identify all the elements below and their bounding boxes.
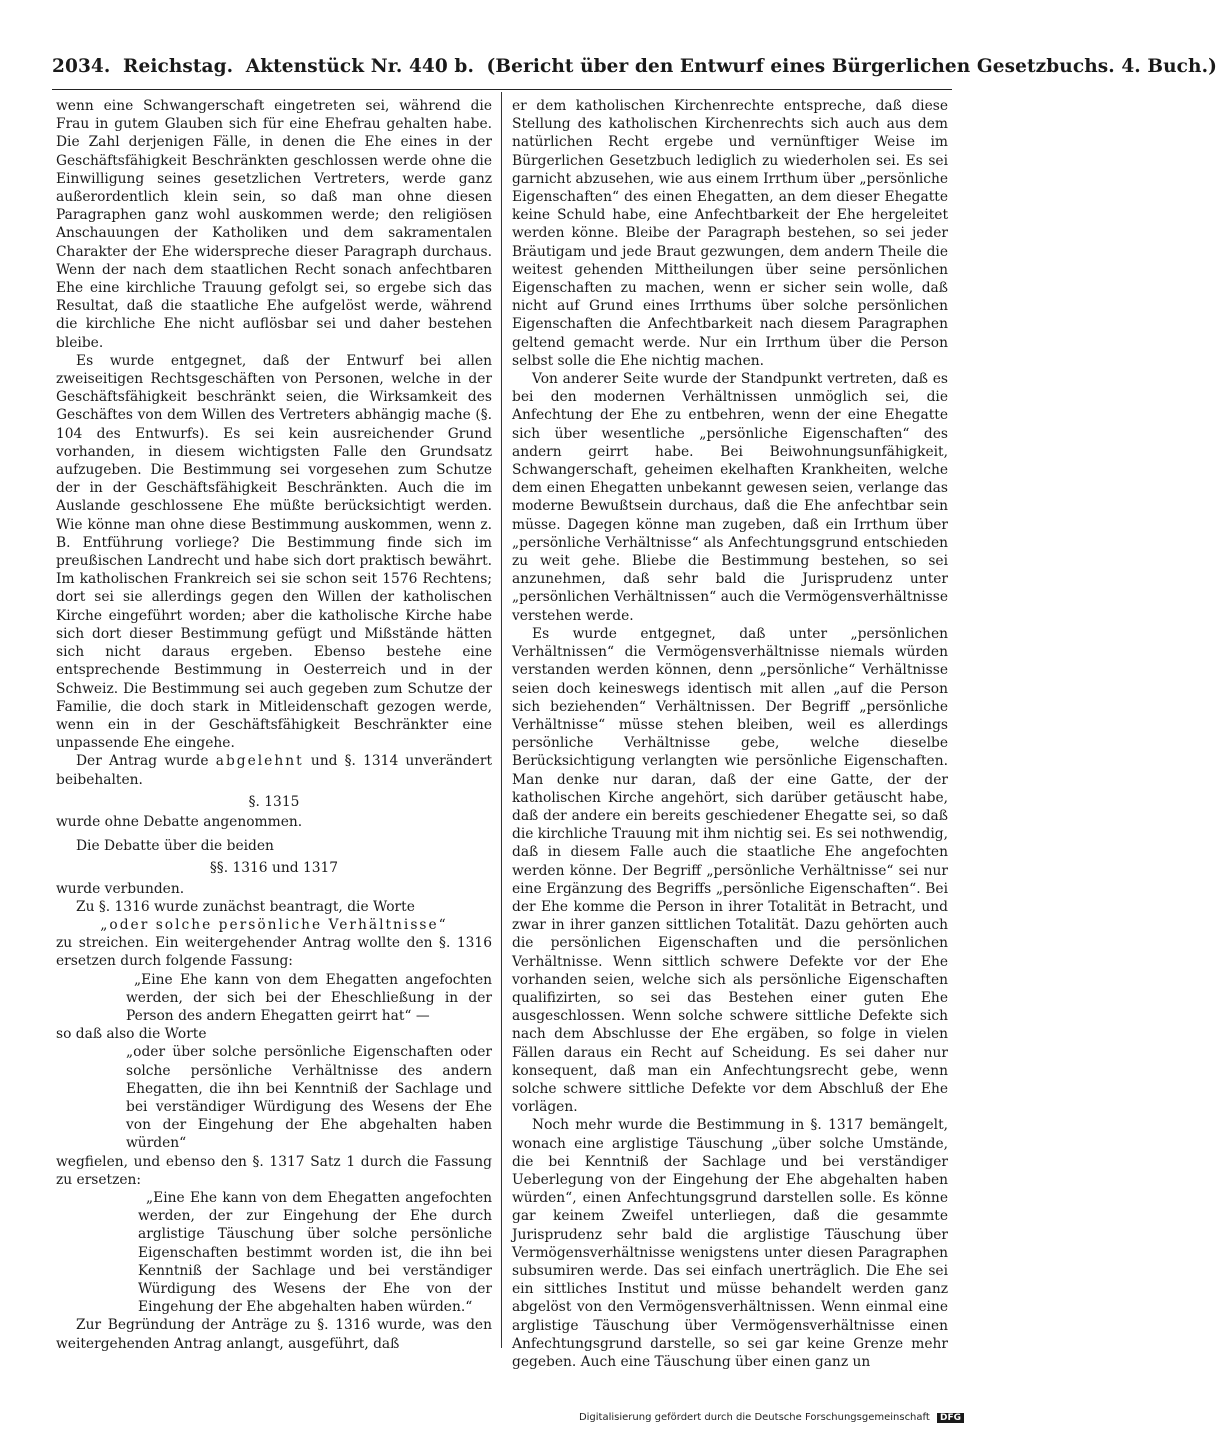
paragraph: Es wurde entgegnet, daß der Entwurf bei allen zweiseitigen Rechtsgeschäften von Personen, welche in der Geschäftsfähigkeit beschränkt seien, die Wirksamkeit des Geschäftes von dem Willen des Vertreters abhängig mache (§. 104 des Entwurfs). Es sei kein ausreichender Grund vorhanden, in diesem wichtigsten Falle den Grundsatz aufzugeben. Die Bestimmung sei vorgesehen zum Schutze der in der Geschäftsfähigkeit Beschränkten. Auch die im Auslande geschlossene Ehe müßte berücksichtigt werden. Wie könne man ohne diese Bestimmung auskommen, wenn z. B. Entführung vorliege? Die Bestimmung finde sich im preußischen Landrecht und habe sich dort praktisch bewährt. Im katholischen Frankreich sei sie schon seit 1576 Rechtens; dort sei sie allerdings gegen den Willen der katholischen Kirche eingeführt worden; aber die katholische Kirche habe sich dort dieser Bestimmung gefügt und Mißstände hätten sich nicht daraus ergeben. Ebenso bestehe eine entsprechende Bestimmung in Oesterreich und in der Schweiz. Die Bestimmung sei auch gegeben zum Schutze der Familie, die doch stark in Mitleidenschaft gezogen werde, wenn ein in der Geschäftsfähigkeit Beschränkter eine unpassende Ehe eingehe.: [56, 352, 492, 752]
emphasized-word: abgelehnt: [215, 753, 304, 770]
paragraph: Zu §. 1316 wurde zunächst beantragt, die Worte: [76, 898, 415, 915]
quoted-proposal: „oder über solche persönliche Eigenschaften oder solche persönliche Verhältnisse des andern Ehegatten, die ihn bei Kenntniß der Sachlage und bei verständiger Würdigung des Wesens der Ehe von der Eingehung der Ehe abgehalten haben würden“: [126, 1044, 492, 1152]
paragraph: wenn eine Schwangerschaft eingetreten sei, während die Frau in gutem Glauben sich für eine Ehefrau gehalten habe. Die Zahl derjenigen Fälle, in denen die Ehe eines in der Geschäftsfähigkeit Beschränkten geschlossen werde ohne die Einwilligung seines gesetzlichen Vertreters, werde ganz außerordentlich klein sein, so daß man ohne diesen Paragraphen ganz wohl auskommen werde; den religiösen Anschauungen der Katholiken und dem sakramentalen Charakter der Ehe widerspreche dieser Paragraph durchaus. Wenn der nach dem staatlichen Recht sonach anfechtbaren Ehe eine kirchliche Trauung gefolgt sei, so ergebe sich das Resultat, daß die staatliche Ehe aufgelöst werde, während die kirchliche Ehe nicht auflösbar sei und daher bestehen bleibe.: [56, 98, 492, 351]
section-heading: §§. 1316 und 1317: [209, 860, 339, 877]
paragraph: so daß also die Worte: [56, 1026, 207, 1043]
paragraph: Die Debatte über die beiden: [76, 838, 274, 855]
quoted-phrase: „oder solche persönliche Verhältnisse“: [100, 916, 448, 933]
paragraph: wegfielen, und ebenso den §. 1317 Satz 1 durch die Fassung zu ersetzen:: [56, 1153, 492, 1188]
dfg-logo: DFG: [937, 1413, 964, 1423]
quoted-proposal: „Eine Ehe kann von dem Ehegatten angefochten werden, der zur Eingehung der Ehe durch arglistige Täuschung über solche persönliche Eigenschaften bestimmt worden ist, die ihn bei Kenntniß der Sachlage und bei verständiger Würdigung des Wesens der Ehe von der Eingehung der Ehe abgehalten haben würden.“: [138, 1189, 492, 1316]
document-number: Aktenstück Nr. 440 b.: [245, 56, 474, 77]
paragraph: er dem katholischen Kirchenrechte entspreche, daß diese Stellung des katholischen Kirchenrechts sich auch aus dem natürlichen Recht ergebe und vernünftiger Weise im Bürgerlichen Gesetzbuch lediglich zu wiederholen sei. Es sei garnicht abzusehen, wie aus einem Irrthum über „persönliche Eigenschaften“ des einen Ehegatten, an dem dieser Ehegatte keine Schuld habe, eine Anfechtbarkeit der Ehe hergeleitet werden könne. Bleibe der Paragraph bestehen, so sei jeder Bräutigam und jede Braut gezwungen, dem andern Theile die weitest gehenden Mittheilungen über seine persönlichen Eigenschaften zu machen, wenn er sicher sein wolle, daß nicht auf Grund eines Irrthums über solche persönlichen Eigenschaften die Anfechtbarkeit nach diesem Paragraphen geltend gemacht werde. Nur ein Irrthum über die Person selbst solle die Ehe nichtig machen.: [512, 98, 949, 369]
paragraph: wurde verbunden.: [56, 880, 185, 897]
publication-name: Reichstag.: [122, 56, 234, 77]
paragraph: wurde ohne Debatte angenommen.: [56, 813, 303, 830]
document-subject: (Bericht über den Entwurf eines Bürgerlichen Gesetzbuchs. 4. Buch.): [486, 56, 1217, 77]
quoted-proposal: „Eine Ehe kann von dem Ehegatten angefochten werden, der sich bei der Eheschließung in der Person des andern Ehegatten geirrt hat“ —: [126, 971, 492, 1024]
right-column: [512, 97, 948, 1371]
section-heading: §. 1315: [248, 793, 300, 810]
credit-text: Digitalisierung gefördert durch die Deutsche Forschungsgemeinschaft: [578, 1412, 930, 1423]
paragraph: Von anderer Seite wurde der Standpunkt vertreten, daß es bei den modernen Verhältnissen unmöglich sei, die Anfechtung der Ehe zu entbehren, wenn der eine Ehegatte sich über wesentliche „persönliche Eigenschaften“ des andern geirrt habe. Bei Beiwohnungsunfähigkeit, Schwangerschaft, geheimen ekelhaften Krankheiten, welche dem einen Ehegatten unbekannt gewesen seien, verlange das moderne Bewußtsein durchaus, daß die Ehe anfechtbar sein müsse. Dagegen könne man zugeben, daß ein Irrthum über „persönliche Verhältnisse“ als Anfechtungsgrund entschieden zu weit gehe. Bliebe die Bestimmung bestehen, so sei anzunehmen, daß sehr bald die Jurisprudenz unter „persönlichen Verhältnissen“ auch die Vermögensverhältnisse verstehen werde.: [512, 371, 948, 624]
paragraph: Zur Begründung der Anträge zu §. 1316 wurde, was den weitergehenden Antrag anlangt, ausgeführt, daß: [56, 1317, 492, 1352]
page-header: [52, 56, 1217, 88]
paragraph: Noch mehr wurde die Bestimmung in §. 1317 bemängelt, wonach eine arglistige Täuschung „über solche Umstände, die bei Kenntniß der Sachlage und bei verständiger Ueberlegung von der Eingehung der Ehe abgehalten haben würden“, einen Anfechtungsgrund darstellen solle. Es könne gar keinem Zweifel unterliegen, daß die gesammte Jurisprudenz sehr bald die arglistige Täuschung über Vermögensverhältnisse wenigstens unter diesen Paragraphen subsumiren werde. Das sei einfach unerträglich. Die Ehe sei ein sittliches Institut und müsse behandelt werden ganz abgelöst von den Vermögensverhältnissen. Wenn einmal eine arglistige Täuschung über Vermögensverhältnisse einen Anfechtungsgrund darstelle, so sei gar keine Grenze mehr gegeben. Auch eine Täuschung über einen ganz un: [512, 1117, 948, 1371]
header-rule: [52, 89, 952, 90]
paragraph: Der Antrag wurde abgelehnt und §. 1314 unverändert beibehalten.: [56, 753, 492, 788]
paragraph: Es wurde entgegnet, daß unter „persönlichen Verhältnissen“ die Vermögensverhältnisse niemals würden verstanden werden können, denn „persönliche“ Verhältnisse seien doch keineswegs identisch mit allen „auf die Person sich beziehenden“ Verhältnissen. Der Begriff „persönliche Verhältnisse“ müsse stehen bleiben, weil es allerdings persönliche Verhältnisse gebe, welche dieselbe Berücksichtigung verlangten wie persönliche Eigenschaften. Man denke nur daran, daß der eine Gatte, der der katholischen Kirche angehört, sich darüber getäuscht habe, daß der andere ein bereits geschiedener Ehegatte sei, so daß die kirchliche Trauung mit ihm nichtig sei. Es sei nothwendig, daß in diesem Falle auch die staatliche Ehe angefochten werden könne. Der Begriff „persönliche Verhältnisse“ sei nur eine Ergänzung des Begriffs „persönliche Eigenschaften“. Bei der Ehe komme die Person in ihrer Totalität in Betracht, und zwar in ihrer ganzen sittlichen Totalität. Dazu gehörten auch die persönlichen Eigenschaften und die persönlichen Verhältnisse. Wenn sittlich schwere Defekte vor der Ehe vorhanden seien, welche sich als persönliche Eigenschaften qualifizirten, so sei das Bestehen einer guten Ehe ausgeschlossen. Wenn solche schwere sittliche Defekte sich nach dem Abschlusse der Ehe ergäben, so folge in vielen Fällen daraus ein Recht auf Scheidung. Es sei daher nur konsequent, daß man ein Anfechtungsrecht gebe, wenn solche schwere sittliche Defekte vor dem Abschluß der Ehe vorlägen.: [512, 625, 948, 1116]
digitization-credit: [579, 1412, 964, 1423]
column-divider: [501, 92, 502, 1348]
paragraph: zu streichen. Ein weitergehender Antrag wollte den §. 1316 ersetzen durch folgende Fassung:: [56, 935, 492, 970]
page-number: 2034.: [52, 56, 111, 77]
left-column: [56, 97, 492, 1353]
